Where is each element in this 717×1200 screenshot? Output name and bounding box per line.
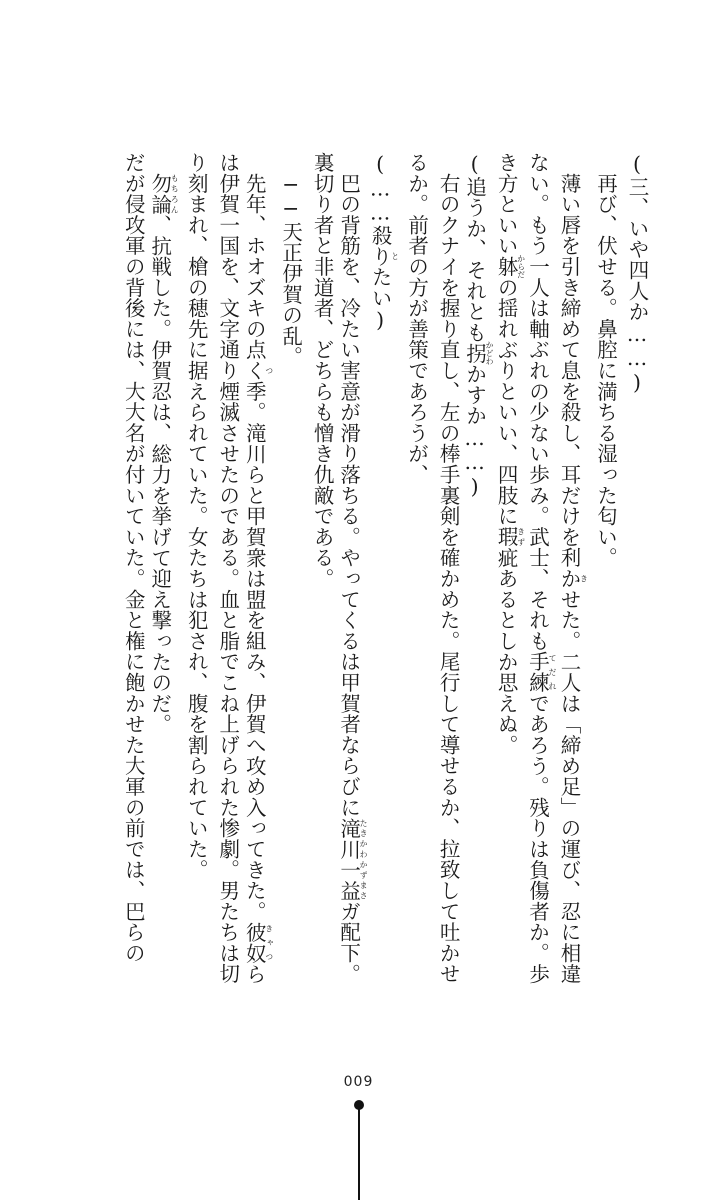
text-line — [119, 152, 147, 997]
text-line — [368, 152, 400, 997]
text-line — [147, 152, 180, 997]
line-text: ら — [242, 963, 267, 985]
line-text: 先年、ホオズキの点 — [242, 152, 267, 360]
text-line — [403, 152, 431, 997]
line-text: だが侵攻軍の背後には、大大名が付いていた。金と権に飽かせた大軍の前では、巴らの — [121, 152, 146, 964]
furigana-ruby — [462, 341, 495, 366]
furigana-ruby — [242, 921, 274, 964]
text-line — [277, 152, 305, 997]
line-text: (三、いや四人か……) — [625, 152, 649, 395]
furigana-ruby — [368, 245, 400, 267]
ruby-reading: たきかわかずまさ — [359, 817, 369, 901]
ruby-reading: もちろん — [170, 172, 180, 215]
line-text: 薄い唇を引き締めて息を殺し、耳だけを利 — [557, 152, 582, 568]
ruby-reading: かどわ — [485, 341, 495, 366]
ruby-base: 躰 — [494, 254, 519, 279]
ruby-reading: きず — [516, 526, 526, 548]
furigana-ruby — [494, 526, 526, 548]
furigana-ruby — [557, 568, 589, 589]
ruby-base: 彼奴 — [242, 921, 267, 964]
line-text: かすか……) — [462, 363, 487, 499]
ruby-base: 瑕 — [494, 526, 519, 548]
furigana-ruby — [336, 817, 369, 901]
vertical-text-block — [119, 152, 651, 997]
line-text: の揺れぶりといい、四肢に — [494, 276, 519, 527]
line-text: は伊賀一国を、文字通り煙滅させたのである。血と脂でこね上げられた惨劇。男たちは切 — [215, 152, 240, 984]
ruby-base: 勿論 — [147, 172, 172, 215]
line-text: 巴の背筋を、冷たい害意が滑り落ちる。やってくるは甲賀者ならびに — [336, 152, 361, 818]
text-line — [336, 152, 369, 997]
line-text: るか。前者の方が善策であろうが、 — [404, 152, 429, 485]
ruby-reading: からだ — [516, 254, 526, 279]
ruby-base: 手練 — [525, 651, 550, 693]
text-line — [182, 152, 210, 997]
ruby-base: 拐 — [462, 341, 487, 366]
text-line — [308, 152, 336, 997]
line-text: 右のクナイを握り直し、左の棒手裏剣を確かめた。尾行して導せるか、拉致して吐かせ — [436, 152, 461, 984]
ruby-reading: きゃつ — [264, 921, 274, 964]
line-text: 再び、伏せる。鼻腔に満ちる湿った匂い。 — [593, 152, 618, 568]
line-text: せた。二人は「締め足」の運び、忍に相違 — [557, 588, 582, 985]
furigana-ruby — [147, 172, 180, 215]
ruby-reading: つ — [264, 360, 274, 381]
text-line — [557, 152, 589, 997]
text-line — [591, 152, 619, 997]
page-number: 009 — [343, 1074, 374, 1090]
line-text: ない。もう一人は軸ぶれの少ない歩み。武士、それも — [525, 152, 550, 652]
line-text: ──天正伊賀の乱。 — [278, 152, 303, 367]
line-text: 、抗戦した。伊賀忍は、総力を挙げて迎え撃ったのだ。 — [147, 214, 172, 735]
ruby-base: 滝川一益 — [336, 817, 361, 901]
marker-stem — [358, 1108, 360, 1200]
line-text: 季。滝川らと甲賀衆は盟を組み、伊賀へ攻め入ってきた。 — [242, 380, 267, 922]
line-text: き方といい — [494, 152, 519, 256]
ruby-base: く — [242, 360, 267, 381]
ruby-reading: き — [579, 568, 589, 589]
furigana-ruby — [494, 254, 526, 279]
furigana-ruby — [525, 651, 558, 693]
line-text: (……殺 — [368, 152, 393, 246]
line-text: ガ配下。 — [336, 900, 361, 985]
line-text: たい) — [368, 266, 393, 333]
line-text: 疵あるとしか思えぬ。 — [494, 547, 519, 756]
line-text: 裏切り者と非道者、どちらも憎き仇敵である。 — [310, 152, 335, 589]
page-marker-icon — [353, 1100, 365, 1200]
text-line — [462, 152, 495, 997]
text-line — [623, 152, 651, 997]
furigana-ruby — [242, 360, 274, 381]
ruby-reading: と — [390, 245, 400, 267]
text-line — [242, 152, 274, 997]
line-text: であろう。残りは負傷者か。歩 — [525, 692, 550, 985]
line-text: り刻まれ、槍の穂先に据えられていた。女たちは犯され、腹を割られていた。 — [184, 152, 209, 880]
line-text: (追うか、それとも — [462, 152, 487, 343]
text-line — [434, 152, 462, 997]
ruby-reading: てだれ — [548, 651, 558, 693]
text-line — [525, 152, 558, 997]
text-line — [494, 152, 526, 997]
line-text — [148, 152, 172, 173]
ruby-base: か — [557, 568, 582, 589]
text-line — [214, 152, 242, 997]
ruby-base: り — [368, 245, 393, 267]
